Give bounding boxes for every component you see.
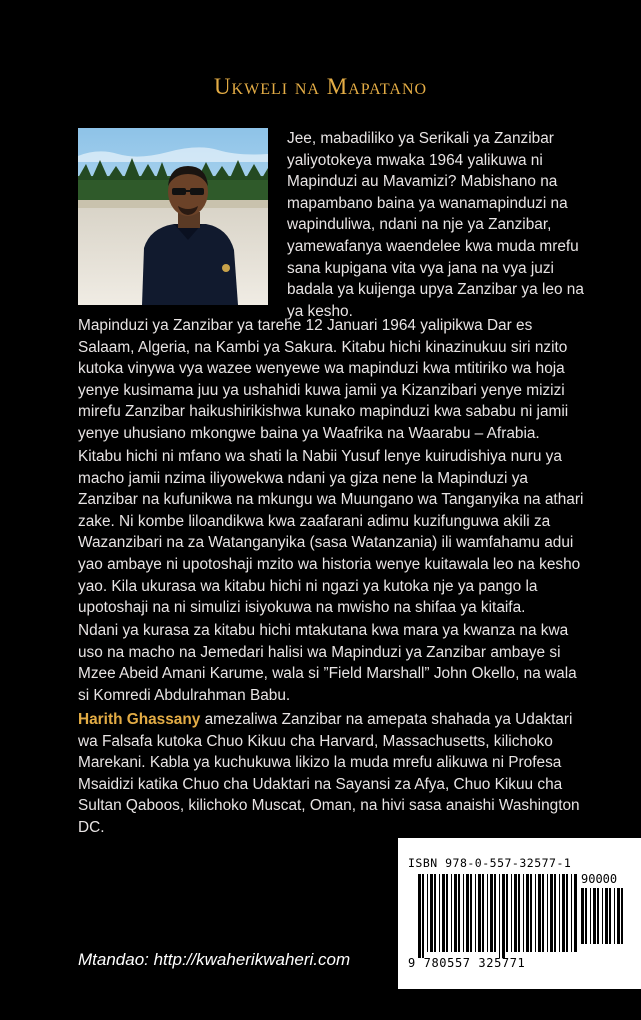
- barcode-bar: [605, 888, 608, 944]
- barcode-bar: [597, 888, 599, 944]
- barcode-bar: [442, 874, 445, 952]
- book-title: Ukweli na Mapatano: [213, 74, 428, 99]
- barcode-bar: [581, 888, 584, 944]
- barcode-bar: [609, 888, 611, 944]
- barcode-bar: [466, 874, 469, 952]
- intro-paragraph: Jee, mabadiliko ya Serikali ya Zanzibar yaliyotokeya mwaka 1964 yalikuwa ni Mapinduzi au Mavamizi? Mabishano na mapambano baina ya wanamapinduzi na wapinduliwa, ndani na nje ya Zanzibar, yamewafanya waendelee kwa muda mrefu sana kupigana vita vya jana na vya juzi badala ya kuijenga upya Zanzibar ya leo na ya kesho.: [287, 130, 584, 320]
- website-link[interactable]: Mtandao: http://kwaherikwaheri.com: [78, 950, 351, 969]
- author-bio-paragraph: [78, 709, 588, 839]
- barcode-bar: [621, 888, 623, 944]
- barcode-bar: [499, 874, 500, 958]
- barcode-bar: [538, 874, 541, 952]
- barcode-bar: [574, 874, 577, 952]
- barcode-bar: [482, 874, 484, 952]
- barcode-bar: [614, 888, 615, 944]
- barcode-bar: [430, 874, 433, 952]
- barcode-bar: [475, 874, 476, 952]
- barcode-bar: [518, 874, 520, 952]
- barcode-bar: [566, 874, 568, 952]
- barcode-bar: [458, 874, 460, 952]
- barcode-bar: [547, 874, 548, 952]
- barcode-bar: [550, 874, 553, 952]
- barcode-bar: [422, 874, 424, 958]
- barcode-bar: [463, 874, 464, 952]
- barcode-bar: [446, 874, 448, 952]
- barcode-bar: [506, 874, 508, 952]
- barcode-bar: [535, 874, 536, 952]
- barcode-bar: [514, 874, 517, 952]
- barcode-bar: [585, 888, 587, 944]
- barcode-bar: [502, 874, 505, 958]
- barcode-bar: [454, 874, 457, 952]
- barcode-bar: [590, 888, 591, 944]
- barcode-bar: [530, 874, 532, 952]
- barcode-bar: [470, 874, 472, 952]
- author-bio: amezaliwa Zanzibar na amepata shahada ya Udaktari wa Falsafa kutoka Chuo Kikuu cha Harvard, Massachusetts, kilichoko Marekani. Kabla ya kuchukuwa likizo la muda mrefu alikuwa ni Profesa Msaidizi katika Chuo cha Udaktari na Sayansi za Afya, Chuo Kikuu cha Sultan Qaboos, kilichoko Muscat, Oman, na hivi sasa anaishi Washington DC.: [78, 711, 580, 836]
- barcode-bar: [559, 874, 560, 952]
- barcode-bar: [478, 874, 481, 952]
- barcode-bar: [571, 874, 572, 952]
- barcode-bar: [523, 874, 524, 952]
- barcode-bar: [542, 874, 544, 952]
- barcode-bar: [602, 888, 603, 944]
- price-code: 90000: [581, 872, 618, 886]
- history-paragraph: Mapinduzi ya Zanzibar ya tarehe 12 Januari 1964 yalipikwa Dar es Salaam, Algeria, na Kambi ya Sakura. Kitabu hichi kinazinukuu siri nzito kutoka vinywa vya wazee wenyewe wa mapinduzi kwa mtitiriko wa hoja yenye kusimama juu ya ushahidi kuwa jamii ya Kizanzibari yenye mizizi mirefu Zanzibar haikushirikishwa kunako mapinduzi kwa sababu ni jamii yenye uhusiano mkongwe baina ya Waafrika na Waarabu – Afrabia.: [78, 317, 569, 442]
- barcode-bar: [593, 888, 596, 944]
- barcode-bar: [494, 874, 496, 952]
- author-name: Harith Ghassany: [78, 711, 201, 728]
- barcode-bar: [451, 874, 452, 952]
- barcode-bar: [427, 874, 428, 952]
- ean-barcode: [418, 874, 578, 958]
- barcode-bar: [418, 874, 421, 958]
- ean-digits: 9 780557 325771: [408, 956, 526, 970]
- barcode-bar: [490, 874, 493, 952]
- book-description-paragraph: Kitabu hichi ni mfano wa shati la Nabii Yusuf lenye kuirudishiya nuru ya macho jamii nzima iliyowekwa ndani ya giza nene la Mapinduzi ya Zanzibar na kufunikwa na mkungu wa Muungano wa Tanganyika na athari zake. Ni kombe liloandikwa kwa zaafarani adimu kuzifunguwa akili za Wazanzibari na za Watanganyika (sasa Watanzania) ili wamfahamu adui yao ambaye ni upotoshaji mzito wa historia wenye kuitawala leo na kesho yao. Kila ukurasa wa kitabu hichi ni ngazi ya kutoka nje ya pango la upotoshaji na ni simulizi isiyokuwa na mwisho na shifaa ya kitaifa.: [78, 448, 584, 617]
- barcode-bar: [434, 874, 436, 952]
- revelation-paragraph: Ndani ya kurasa za kitabu hichi mtakutana kwa mara ya kwanza na kwa uso na macho na Jemedari halisi wa Mapinduzi ya Zanzibar ambaye si Mzee Abeid Amani Karume, wala si ”Field Marshall” John Okello, na wala si Komredi Abdulrahman Babu.: [78, 622, 577, 704]
- isbn-label: ISBN 978-0-557-32577-1: [408, 856, 572, 870]
- barcode-bar: [526, 874, 529, 952]
- barcode-bar: [617, 888, 620, 944]
- barcode-bar: [487, 874, 488, 952]
- barcode-panel: [398, 838, 641, 989]
- barcode-bar: [439, 874, 440, 952]
- barcode-bar: [511, 874, 512, 952]
- barcode-bar: [554, 874, 556, 952]
- addon-barcode: [581, 888, 627, 950]
- barcode-bar: [562, 874, 565, 952]
- author-photo: [78, 128, 268, 305]
